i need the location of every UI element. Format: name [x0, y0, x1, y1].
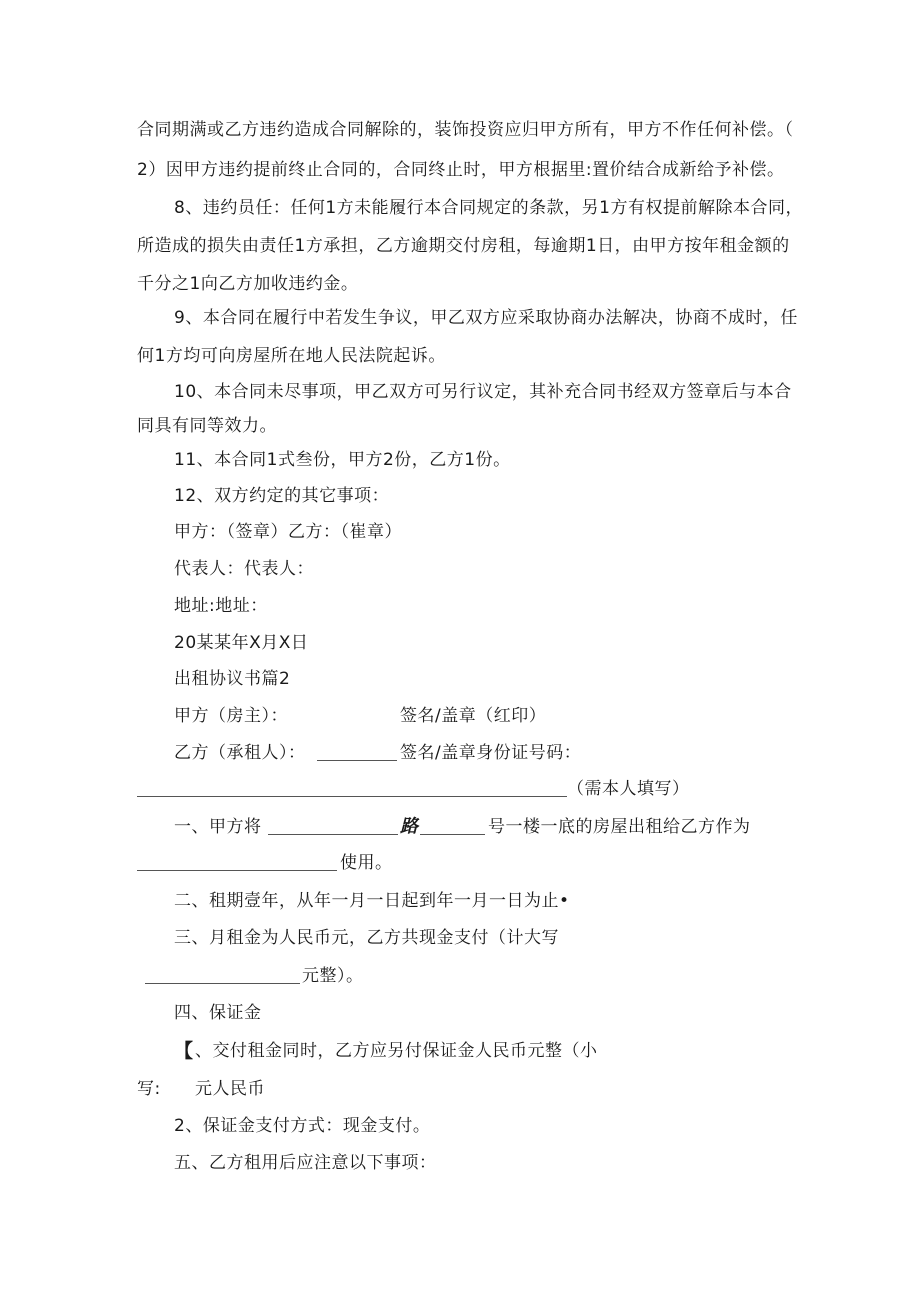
party-b-label: 乙方（承租人）： — [174, 743, 306, 763]
signature-addresses: 地址:地址： — [174, 596, 268, 616]
amount-uppercase-blank — [145, 983, 300, 984]
clause-three-end: 元整）。 — [302, 966, 364, 986]
road-label: 路 — [400, 816, 419, 837]
clause-three: 三、月租金为人民币元，乙方共现金支付（计大写 — [174, 928, 559, 948]
clause-8-line: 所造成的损失由责任1方承担，乙方逾期交付房租，每逾期1日，由甲方按年租金额的 — [137, 236, 790, 256]
clause-four-1: 、交付租金同时，乙方应另付保证金人民币元整（小 — [195, 1041, 598, 1061]
signature-date: 20某某年X月X日 — [174, 633, 309, 653]
clause-9-line: 9、本合同在履行中若发生争议，甲乙双方应采取协商办法解决，协商不成时，任 — [174, 308, 798, 328]
clause-one-prefix: 一、甲方将 — [174, 817, 262, 837]
clause-four-1-cont-amount: 元人民币 — [195, 1079, 265, 1099]
clause-10-line: 同具有同等效力。 — [137, 416, 277, 436]
clause-10-line: 10、本合同未尽事项，甲乙双方可另行议定，其补充合同书经双方签章后与本合 — [174, 382, 792, 402]
signature-representatives: 代表人：代表人： — [174, 559, 314, 579]
clause-four-1-cont: 写: — [137, 1079, 161, 1099]
section-title: 出租协议书篇2 — [174, 669, 291, 689]
clause-12: 12、双方约定的其它事项： — [174, 486, 390, 506]
party-b-signature: 签名/盖章身份证号码： — [400, 743, 582, 763]
clause-five: 五、乙方租用后应注意以下事项： — [174, 1153, 437, 1173]
clause-11: 11、本合同1式叁份，甲方2份，乙方1份。 — [174, 450, 511, 470]
party-a-signature: 签名/盖章（红印） — [400, 706, 547, 726]
clause-four-bracket: 【 — [174, 1040, 194, 1062]
clause-8-line: 千分之1向乙方加收违约金。 — [137, 274, 359, 294]
clause-four-2: 2、保证金支付方式：现金支付。 — [174, 1116, 431, 1136]
clause-8-line: 8、违约员任：任何1方未能履行本合同规定的条款，另1方有权提前解除本合同， — [174, 198, 803, 218]
clause-9-line: 何1方均可向房屋所在地人民法院起诉。 — [137, 346, 446, 366]
clause-two: 二、租期壹年，从年一月一日起到年一月一日为止• — [174, 891, 570, 911]
party-b-blank — [317, 760, 397, 761]
signature-parties: 甲方：（签章）乙方：（崔章） — [174, 522, 402, 542]
usage-blank — [137, 870, 337, 871]
address-blank — [268, 834, 398, 835]
fill-note: （需本人填写） — [567, 779, 690, 799]
id-number-blank — [137, 796, 567, 797]
number-blank — [420, 834, 485, 835]
clause-four-title: 四、保证金 — [174, 1003, 262, 1023]
paragraph-line: 合同期满或乙方违约造成合同解除的，装饰投资应归甲方所有，甲方不作任何补偿。（ — [137, 120, 794, 140]
clause-one-usage: 使用。 — [340, 853, 393, 873]
clause-one-suffix: 号一楼一底的房屋出租给乙方作为 — [488, 817, 751, 837]
paragraph-line: 2）因甲方违约提前终止合同的，合同终止时，甲方根据里:置价结合成新给予补偿。 — [137, 160, 785, 180]
party-a-label: 甲方（房主）： — [174, 706, 288, 726]
